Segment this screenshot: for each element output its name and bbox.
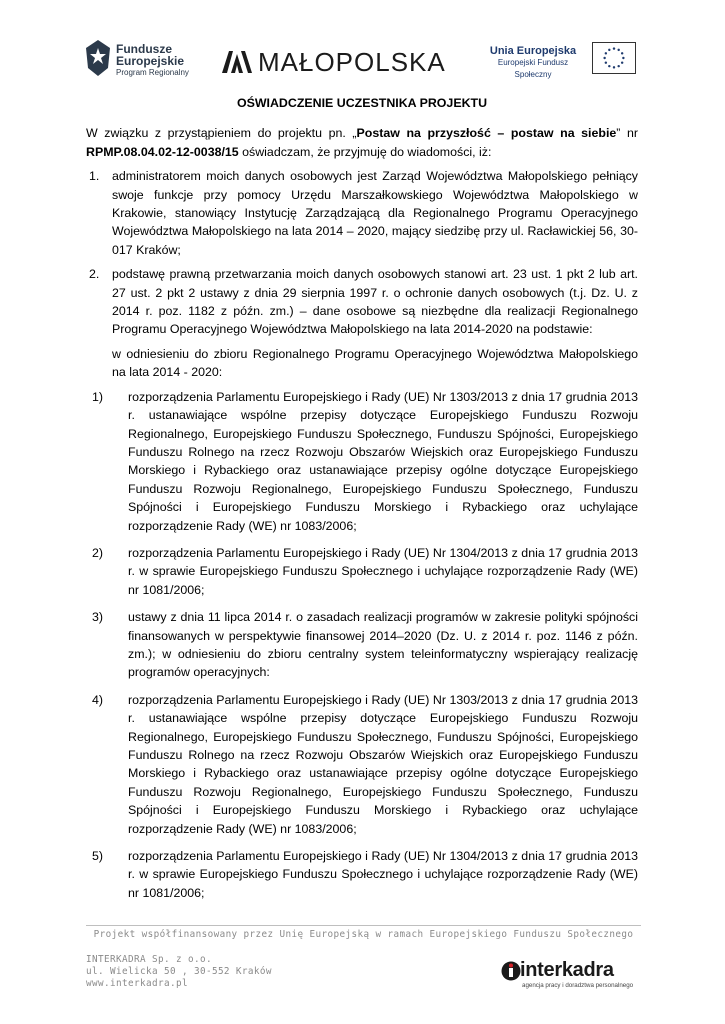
project-number: RPMP.08.04.02-12-0038/15 [86, 144, 239, 159]
fe-star-icon [84, 38, 112, 78]
sub-list-item [92, 847, 638, 902]
ue-logo-subtitle: Europejski Fundusz Społeczny [497, 58, 569, 79]
sub-item-text: ustawy z dnia 11 lipca 2014 r. o zasadach realizacji programów w zakresie polityki spójności finansowanych w perspektywie finansowej 2014–2020 (Dz. U. z 2014 r. poz. 1146 z późn. zm.); w odniesieniu do zbioru centralny system teleinformatyczny wspierający realizację programów operacyjnych: [128, 610, 638, 680]
intro-part1: W związku z przystąpieniem do projektu pn. „ [86, 126, 357, 141]
sub-item-number: 5) [92, 849, 104, 864]
ue-logo-title: Unia Europejska [489, 45, 577, 57]
sub-item-number: 1) [92, 389, 104, 404]
footer-divider [86, 925, 641, 926]
sub-item-text: rozporządzenia Parlamentu Europejskiego i Rady (UE) Nr 1304/2013 z dnia 17 grudnia 2013 r. w sprawie Europejskiego Funduszu Społecznego i uchylające rozporządzenie Rady (WE) nr 1081/2006; [128, 849, 638, 900]
intro-part3: oświadczam, że przyjmuję do wiadomości, iż: [238, 144, 492, 159]
sub-item-text: rozporządzenia Parlamentu Europejskiego i Rady (UE) Nr 1303/2013 z dnia 17 grudnia 2013 r. ustanawiające wspólne przepisy dotyczące Europejskiego Funduszu Rozwoju Regionalnego, Europejskiego Funduszu Społecznego, Funduszu Spójności, Europejskiego Funduszu Rolnego na rzecz Rozwoju Obszarów Wiejskich oraz Europejskiego Funduszu Morskiego i Rybackiego oraz ustanawiające przepisy ogólne dotyczące Europejskiego Funduszu Rozwoju Regionalnego, Europejskiego Funduszu Społecznego, Funduszu Spójności i Europejskiego Funduszu Morskiego i Rybackiego oraz uchylające rozporządzenie Rady (WE) nr 1083/2006; [128, 692, 638, 836]
sub-list-item [92, 691, 638, 838]
interkadra-circle-icon [500, 960, 522, 982]
header-logo-bar [84, 32, 644, 90]
document-title: OŚWIADCZENIE UCZESTNIKA PROJEKTU [236, 96, 488, 110]
sub-list-item [92, 544, 638, 599]
sub-item-number: 4) [92, 692, 104, 707]
sub-item-text: rozporządzenia Parlamentu Europejskiego i Rady (UE) Nr 1304/2013 z dnia 17 grudnia 2013 r. w sprawie Europejskiego Funduszu Społecznego i uchylające rozporządzenie Rady (WE) nr 1081/2006; [128, 545, 638, 597]
company-name: INTERKADRA Sp. z o.o. [86, 954, 212, 965]
sub-item-number: 3) [92, 610, 104, 625]
interkadra-logo-name: interkadra [520, 959, 614, 981]
list-item-subtext: w odniesieniu do zbioru Regionalnego Programu Operacyjnego Województwa Małopolskiego na lata 2014 - 2020: [112, 346, 638, 380]
company-address: ul. Wielicka 50 , 30-552 Kraków [86, 966, 272, 977]
sub-list-item [92, 608, 638, 682]
list-item-number: 2. [89, 267, 100, 282]
interkadra-logo [500, 959, 634, 992]
list-item-text: administratorem moich danych osobowych jest Zarząd Województwa Małopolskiego pełniący swoje funkcje przy pomocy Urzędu Marszałkowskiego Województwa Małopolskiego w Krakowie, stanowiący Instytucję Zarządzającą dla Regionalnego Programu Operacyjnego Województwa Małopolskiego na lata 2014 – 2020, mający siedzibę przy ul. Racławickiej 56, 30-017 Kraków; [112, 169, 638, 257]
intro-part2: ” nr [616, 126, 638, 141]
eu-flag-icon [592, 42, 636, 74]
company-info [86, 954, 272, 990]
sub-list-item [92, 388, 638, 535]
interkadra-logo-tagline: agencja pracy i doradztwa personalnego [522, 982, 634, 989]
unia-europejska-logo [480, 38, 638, 78]
fe-logo-line1: Fundusze [116, 42, 172, 56]
malopolska-logo-text: MAŁOPOLSKA [258, 47, 446, 77]
document-body [86, 94, 638, 911]
fundusze-europejskie-logo [84, 38, 204, 84]
intro-paragraph [86, 124, 638, 161]
sub-item-text: rozporządzenia Parlamentu Europejskiego i Rady (UE) Nr 1303/2013 z dnia 17 grudnia 2013 r. ustanawiające wspólne przepisy dotyczące Europejskiego Funduszu Rozwoju Regionalnego, Europejskiego Funduszu Społecznego, Funduszu Spójności, Europejskiego Funduszu Rolnego na rzecz Rozwoju Obszarów Wiejskich oraz Europejskiego Funduszu Morskiego i Rybackiego oraz ustanawiające przepisy ogólne dotyczące Europejskiego Funduszu Rozwoju Regionalnego, Europejskiego Funduszu Społecznego, Funduszu Spójności i Europejskiego Funduszu Morskiego i Rybackiego oraz uchylające rozporządzenie Rady (WE) nr 1083/2006; [128, 389, 638, 533]
list-item [86, 167, 638, 259]
malopolska-mark-icon [220, 48, 254, 74]
sub-item-number: 2) [92, 545, 104, 560]
list-item-text: podstawę prawną przetwarzania moich danych osobowych stanowi art. 23 ust. 1 pkt 2 lub art. 27 ust. 2 pkt 2 ustawy z dnia 29 sierpnia 1997 r. o ochronie danych osobowych (t.j. Dz. U. z 2014 r. poz. 1182 z późn. zm.) – dane osobowe są niezbędne dla realizacji Regionalnego Programu Operacyjnego Województwa Małopolskiego na lata 2014-2020 na podstawie: [112, 267, 638, 337]
project-name: Postaw na przyszłość – postaw na siebie [356, 126, 617, 141]
list-item-number: 1. [89, 169, 100, 184]
list-item [86, 265, 638, 902]
fe-logo-line2: Europejskie [116, 54, 185, 68]
company-website[interactable]: www.interkadra.pl [86, 978, 188, 989]
statement-list [86, 167, 638, 902]
fe-logo-line3: Program Regionalny [116, 68, 189, 77]
footer-cofinancing-note: Projekt współfinansowany przez Unię Europejską w ramach Europejskiego Funduszu Społecznego [93, 929, 634, 940]
legal-basis-list [92, 388, 638, 903]
